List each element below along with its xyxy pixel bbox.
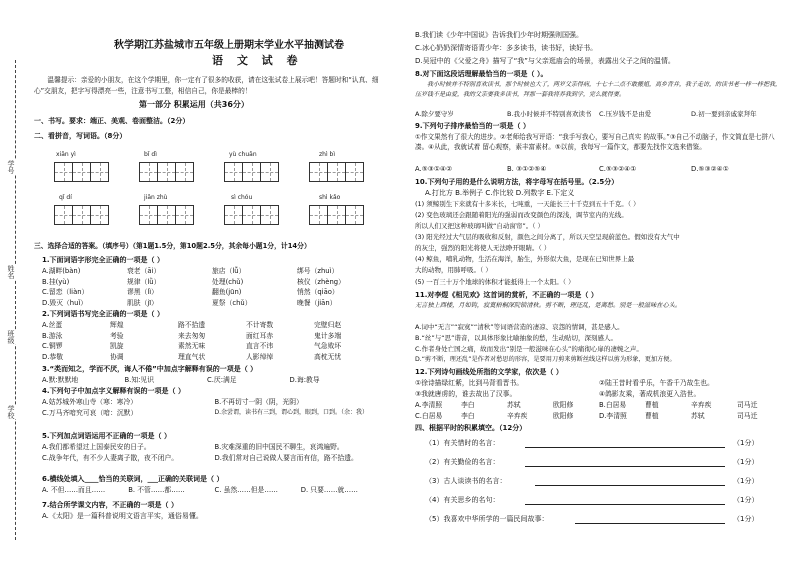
pinyin-6: jiān zhù xyxy=(144,194,168,201)
q3-7-option-c: C.冰心奶奶深情寄语青少年：多多读书，读书好，读好书。 xyxy=(415,44,598,52)
answer-grid-8[interactable] xyxy=(309,205,364,225)
answer-grid-2[interactable] xyxy=(139,162,194,182)
q3-12-opt: A.李清照 xyxy=(415,401,443,409)
q3-2-opt: C.铜锣 xyxy=(42,342,63,350)
q3-9-title: 9.下列句子排序最恰当的一项是（ ） xyxy=(415,122,530,130)
q3-3-options xyxy=(42,375,372,386)
q3-1-opt: 处理(chǔ) xyxy=(212,277,244,286)
q4-item-1: （1）有关惜时的名言： xyxy=(425,439,500,447)
q4-score-2: （1分） xyxy=(733,458,759,466)
q4-item-3: （3）古人谈读书的名言： xyxy=(425,477,507,485)
q3-1-opt: A.湖畔(bàn) xyxy=(42,267,81,275)
q3-2-opt: 人影绰绰 xyxy=(246,352,274,361)
q4-score-5: （1分） xyxy=(733,515,759,523)
q3-10-item: 大的动物，用肺呼吸。（ ） xyxy=(415,266,492,274)
q3-2-opt: 考验 xyxy=(110,331,124,340)
q3-3-opt: A.默:默默地 xyxy=(42,376,79,384)
q3-9-opt: B. ③①②⑤④ xyxy=(507,165,547,173)
class-label: 班级 xyxy=(7,330,15,344)
q3-3-title: 3.“类而知之，学而不厌，诲人不倦”中加点字解释有误的一项是（ ） xyxy=(42,365,258,373)
q3-11-opt: D.“剪不断，理还乱”是作者对愁思的形容，是要用刀剪来剪断丝线这样以剪为形象，更加方便。 xyxy=(415,356,676,363)
pinyin-8: shì kǎo xyxy=(319,194,341,201)
q3-5-options xyxy=(42,442,387,463)
q3-12-opt: 司马迁 xyxy=(737,401,758,409)
answer-grid-4[interactable] xyxy=(309,162,364,182)
exam-title: 秋学期江苏盐城市五年级上册期末学业水平抽测试卷 xyxy=(114,40,344,51)
q3-12-title: 12.下列诗句画线处所指的文学家，依次是（ ） xyxy=(415,368,563,376)
q3-2-opt: 直言不讳 xyxy=(246,342,274,350)
answer-grid-7[interactable] xyxy=(224,205,279,225)
q4-score-1: （1分） xyxy=(733,439,759,447)
q3-1-opt: 悄然（qiāo） xyxy=(297,288,339,296)
q3-1-opt: 规律（lǜ） xyxy=(127,277,161,286)
q3-8-options xyxy=(415,109,783,120)
q3-1-opt: 核仪（zhèng） xyxy=(297,277,345,286)
q3-7-option-d: D.吴冠中的《父爱之舟》描写了“我”与父亲逛庙会的场景，表露出父子之间的温情。 xyxy=(415,57,675,65)
q3-11-opt: C.作者身处亡国之痛，故而发出“别是一般滋味在心头”的痛彻心扉的凄婉之声。 xyxy=(415,345,643,353)
q3-1-opt: D.毁灭（huǐ） xyxy=(42,298,88,307)
q3-1-options xyxy=(42,266,382,308)
q4-answer-line-5[interactable] xyxy=(575,523,725,524)
q3-4-opt: B.不再切寸一阴（阴，光阴） xyxy=(214,398,303,406)
q3-4-opt: C.万马齐喑究可哀（喑：沉默） xyxy=(42,408,138,417)
pinyin-1: xiān yì xyxy=(56,151,76,158)
q3-11-opt: B.“丝”与“思”谐音，以具体形象比喻抽象的愁，生动贴切，深刻感人。 xyxy=(415,334,617,342)
q3-2-opt: 面红耳赤 xyxy=(246,331,274,340)
q3-8-title: 8.对下面这段话理解最恰当的一项是（ ）。 xyxy=(415,70,548,78)
q2-title: 二、看拼音，写词语。（8分） xyxy=(34,132,127,140)
q3-1-opt: 谬黑（lì） xyxy=(127,288,158,296)
q3-2-opt: 素然无味 xyxy=(178,342,206,350)
q3-9-opt: C.⑤③②④① xyxy=(599,165,637,173)
binding-margin xyxy=(0,0,34,561)
q3-1-opt: 旅店（lǚ） xyxy=(212,267,246,275)
q4-answer-line-4[interactable] xyxy=(525,504,725,505)
q3-3-opt: D.诲:教导 xyxy=(289,376,320,384)
q3-10-item: 的灰尘，强烈的阳光将使人无法睁开眼睛。（ ） xyxy=(415,244,551,252)
q3-12-item: ④鸽影友乘，著成机浪更入浩世。 xyxy=(599,389,701,398)
q3-2-opt: 来去匆匆 xyxy=(178,331,206,340)
q3-1-opt: 衰老（āi） xyxy=(127,267,161,275)
q4-score-3: （1分） xyxy=(733,477,759,485)
q3-12-opt: B.白居易 xyxy=(599,401,627,409)
q4-answer-line-2[interactable] xyxy=(525,466,725,467)
q3-6-opt: B. 不管……都…… xyxy=(128,486,185,494)
part1-heading: 第一部分 积累运用（共36分） xyxy=(139,100,249,109)
q3-6-opt: C. 虽然……但是…… xyxy=(214,486,278,494)
q3-8-passage: 我小时候并不特别喜欢读书，那个时候也大了，两岁父亲得病，十七十二点不敢搬姐，离乡背井，我子走访，的读书老一样一样把我，压岁钱不是由爱，我的父亲要我多读书，拜那一套我将养我到学，完么就得要。 xyxy=(415,81,782,98)
q3-7-option-a: A.《太阳》是一篇科普说明文语言平实，通俗易懂。 xyxy=(42,512,203,520)
q3-12-opt: C.白居易 xyxy=(415,411,443,420)
q3-3-opt: C.厌:满足 xyxy=(207,376,237,384)
q3-12-opt: 欧阳修 xyxy=(553,411,574,420)
q3-6-opt: D. 只要……就…… xyxy=(300,486,358,494)
q3-7-title: 7.结合所学课文内容，不正确的一项是（ ） xyxy=(42,501,178,509)
q3-1-title: 1.下面词语字形完全正确的一项是（ ） xyxy=(42,256,164,264)
q3-12-opt: 欧阳修 xyxy=(553,401,574,409)
q3-12-item: ②陆王昔时看乎乐，午香千乃故生也。 xyxy=(599,379,714,387)
q3-5-opt: D.我们常对自己说做人要言而有信，路不拾遗。 xyxy=(214,453,358,462)
name-label: 姓名 xyxy=(7,265,15,279)
q3-12-opt: 苏轼 xyxy=(691,411,705,420)
pinyin-4: zhì bì xyxy=(319,151,336,158)
q3-8-opt: D.初一要到亲戚家拜年 xyxy=(691,110,757,118)
q3-5-title: 5.下列加点词语运用不正确的一项是（ ） xyxy=(42,432,171,440)
answer-grid-6[interactable] xyxy=(139,205,194,225)
binding-dashed-line xyxy=(15,60,16,540)
answer-grid-3[interactable] xyxy=(224,162,279,182)
q3-5-opt: B.灾难深重的旧中国民不聊生，哀鸿遍野。 xyxy=(214,443,344,451)
q3-2-opt: 不计寄数 xyxy=(246,321,274,329)
q3-2-options xyxy=(42,320,382,362)
q3-9-opt: A.⑤③①④② xyxy=(415,165,453,173)
q3-12-items xyxy=(415,378,783,399)
q3-11-title: 11.对李煜《相见欢》这首词的赏析，不正确的一项是（ ） xyxy=(415,291,598,299)
q3-1-opt: 夏祭（chǔ） xyxy=(212,298,252,307)
q3-1-opt: C.留恋（liàn） xyxy=(42,288,89,296)
q4-answer-line-3[interactable] xyxy=(535,485,725,486)
pinyin-5: qǐ dí xyxy=(59,194,72,201)
q3-2-opt: 凯旋 xyxy=(110,342,124,350)
q3-11-poem: 无言独上西楼，月如钩，寂寞梧桐深院锁清秋。剪不断，理还乱，是离愁。别是一般滋味在心头。 xyxy=(415,302,682,309)
q3-12-opt: 李白 xyxy=(461,411,475,420)
q3-3-opt: B.知:见识 xyxy=(124,376,155,384)
student-id-label: 学号 xyxy=(7,160,15,174)
q3-1-opt: 翻鱼(jūn) xyxy=(212,288,242,296)
q4-item-5: （5）我喜欢中华所学的一篇民间故事： xyxy=(425,515,549,523)
q3-2-opt: 完壁归赵 xyxy=(314,321,342,329)
q3-6-title: 6.横线处填入____恰当的关联词，___正确的关联词是（ ） xyxy=(42,475,224,483)
school-label: 学校 xyxy=(7,405,15,419)
q3-12-opt: 李白 xyxy=(461,401,475,409)
q3-1-opt: B.挂(yù) xyxy=(42,277,70,286)
q3-10-title: 10.下列句子用的是什么说明方法，将字母写在括号里。（2.5分） xyxy=(415,178,619,186)
q4-item-2: （2）有关勤俭的名言： xyxy=(425,458,500,466)
q3-4-title: 4.下列句子中加点字义解释有误的一项是（ ） xyxy=(42,387,185,395)
q3-9-opt: D.⑤③②④① xyxy=(691,165,729,173)
q4-answer-line-1[interactable] xyxy=(525,447,725,448)
q3-1-opt: 肌肤（jī） xyxy=(127,298,158,307)
q3-7-option-b: B.我们读《少年中国说》告诉我们少年时期强则国强。 xyxy=(415,31,584,39)
exam-subtitle: 语 文 试 卷 xyxy=(212,54,303,67)
pinyin-7: sì chóu xyxy=(231,194,253,201)
q3-10-item: (2) 变色玻璃还会跟随着阳光的强弱而改变颜色的深浅，调节室内的光线。 xyxy=(415,211,628,219)
q3-10-item: 所以人们又把这种玻璃叫做“自动窗帘”。（ ） xyxy=(415,222,545,230)
q3-8-opt: C.压岁钱不是由爱 xyxy=(599,110,652,118)
q3-12-options xyxy=(415,400,783,421)
q3-2-opt: 路不拾遗 xyxy=(178,321,206,329)
q3-12-opt: 辛弃疾 xyxy=(691,401,712,409)
q3-2-opt: 鬼计多端 xyxy=(314,331,342,340)
q3-12-opt: 辛弃疾 xyxy=(507,411,528,420)
q3-2-opt: 高枕无忧 xyxy=(314,352,342,361)
q4-score-4: （1分） xyxy=(733,496,759,504)
q3-12-opt: D.李清照 xyxy=(599,411,627,420)
q3-6-options xyxy=(42,485,387,496)
intro-text: 温馨提示：亲爱的小朋友，在这个学期里，你一定有了很多的收获，请在这张试卷上展示吧！答题时和“认真、细心”交朋友，把字写得漂亮一些，注意书写工整，相信自己，你是最棒的！ xyxy=(34,76,379,95)
q3-10-item: (3) 阳光经过大气层的吸收和反射，颜色之间分离了，所以天空呈现蔚蓝色。假如没有大气中 xyxy=(415,233,680,241)
q3-12-opt: 曹植 xyxy=(645,401,659,409)
q3-2-opt: 协调 xyxy=(110,352,124,361)
q3-12-opt: 苏轼 xyxy=(507,401,521,409)
q3-8-opt: A.除夕要守岁 xyxy=(415,110,454,118)
q3-2-opt: 辉煌 xyxy=(110,321,124,329)
answer-grid-5[interactable] xyxy=(54,205,109,225)
q3-12-item: ①徐诗描绿红紫，比到马背看晋书。 xyxy=(415,379,524,387)
answer-grid-1[interactable] xyxy=(54,162,109,182)
q3-4-opt: A.姑苏城外寒山寺（寒：寒冷） xyxy=(42,398,138,406)
q3-9-body: ①作文果然有了很大的进步。②老师给我写评语：“我手写我心，要写自己真实 的故事。”③自己不动脑子，作文简直是七拼八凑。④从此，我就试着 留心观察，素丰富素材。⑤以前，我每写一篇作文，都要先找作文选来借鉴。 xyxy=(415,133,775,152)
q4-title: 四、根据平时的积累填空。（12分） xyxy=(415,424,527,432)
q3-10-item: (4) 鲸鱼，哺乳动物，生活在海洋，胎生，外形似大鱼，是现在已知世界上最 xyxy=(415,255,635,263)
q3-11-opt: A.词中“无言”“寂寞”“清秋”等词语营造的凄凉、哀怨的情调，甚是感人。 xyxy=(415,323,624,331)
pinyin-2: bǐ dì xyxy=(144,151,157,158)
q3-2-opt: B.游泳 xyxy=(42,331,63,340)
q3-4-opt: D.余尝谓，读书有三到，谓心到，眼到，口到。（余：我） xyxy=(214,408,369,416)
q3-2-opt: 气急败坏 xyxy=(314,342,342,350)
q3-5-opt: A.我们都希望过上国泰民安的日子。 xyxy=(42,443,151,451)
q3-1-opt: 绑号（zhuì） xyxy=(297,267,339,275)
q4-item-4: （4）有关思乡的名句： xyxy=(425,496,500,504)
q3-10-item: (5) 一百三十万个地球的体积才能抵得上一个太阳。（ ） xyxy=(415,278,575,286)
q3-4-options xyxy=(42,397,387,418)
pinyin-3: yù chuān xyxy=(229,151,257,158)
q3-8-opt: B.我小时候并不特别喜欢读书 xyxy=(507,110,592,118)
q3-2-opt: D.恭敬 xyxy=(42,352,63,361)
q3-5-opt: C.战争年代，有不少人妻离子散，夜不闭户。 xyxy=(42,453,179,462)
q3-title: 三、选择合适的答案。（填序号）（第1题1.5分，第10题2.5分，其余每小题1分，计14分） xyxy=(34,242,311,250)
q3-12-item: ③我就唐虏的，谁去故出了汉事。 xyxy=(415,389,517,398)
q3-12-opt: 曹植 xyxy=(645,411,659,420)
q3-9-options xyxy=(415,164,783,175)
q1-title: 一、书写。要求：端正、美观、卷面整洁。（2分） xyxy=(34,117,190,125)
q3-10-methods: A.打比方 B.举例子 C.作比较 D.列数字 E.下定义 xyxy=(425,189,575,197)
q3-1-opt: 晚餐（jiān） xyxy=(297,298,337,307)
q3-2-opt: A.丝蛋 xyxy=(42,321,63,329)
q3-2-opt: 理直气状 xyxy=(178,352,206,361)
q3-6-opt: A. 不但……而且…… xyxy=(42,486,106,494)
q3-2-title: 2.下列词语书写完全正确的一项是（ ） xyxy=(42,310,164,318)
q3-12-opt: 司马迁 xyxy=(737,411,758,420)
q3-10-item: (1) 须鲸别生下来就有十多米长，七吨重，一天能长三十千克到五十千克。（ ） xyxy=(415,200,640,208)
